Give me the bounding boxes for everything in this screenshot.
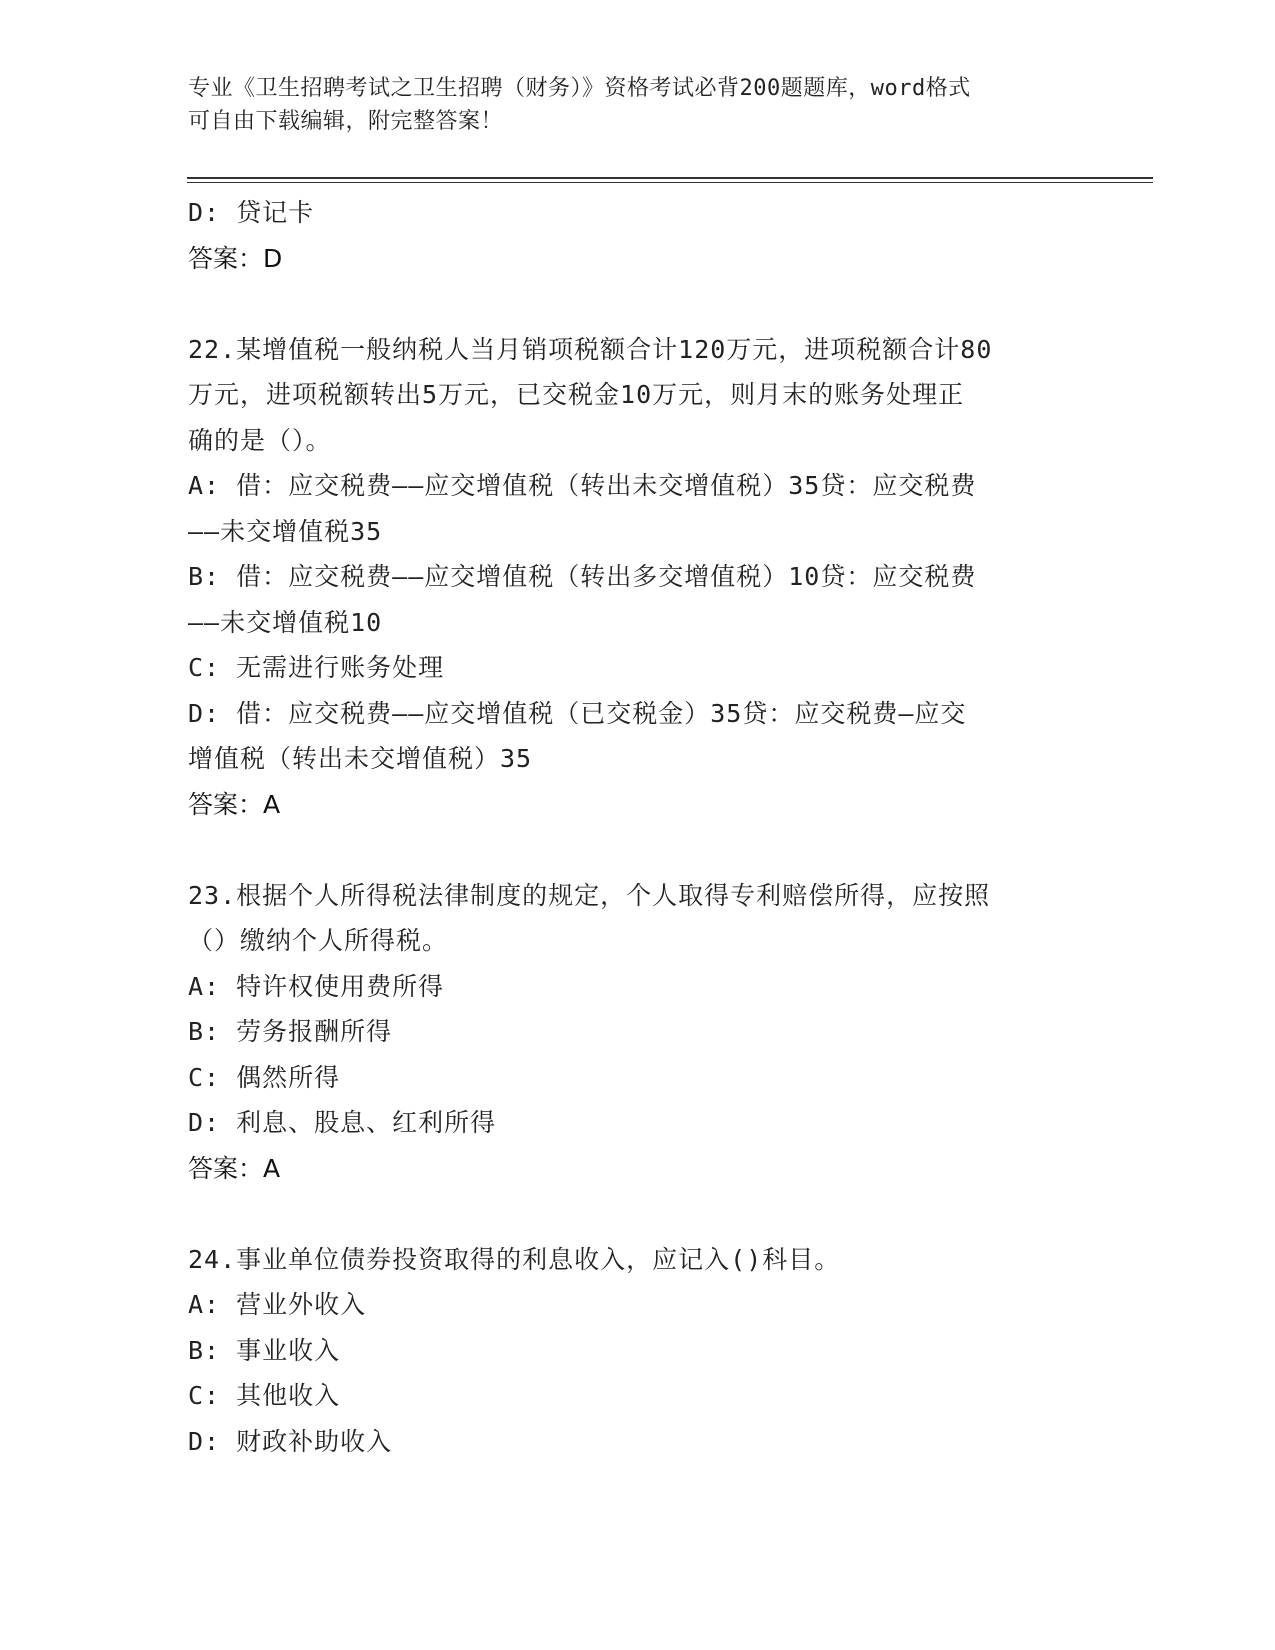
question-text-line: D: 利息、股息、红利所得: [188, 1108, 497, 1137]
question-text-line: B: 借：应交税费——应交增值税（转出多交增值税）10贷：应交税费: [188, 562, 977, 591]
header-divider-thick: [187, 177, 1153, 179]
header-title-line-1: 专业《卫生招聘考试之卫生招聘（财务）》资格考试必背200题题库，word格式: [188, 76, 971, 101]
header-title-line-2: 可自由下载编辑，附完整答案！: [188, 109, 504, 134]
question-text-line: B: 事业收入: [188, 1335, 341, 1365]
question-text-line: A: 借：应交税费——应交增值税（转出未交增值税）35贷：应交税费: [188, 471, 977, 500]
answer-line: 答案：A: [188, 789, 281, 819]
block-spacer: [188, 827, 1088, 873]
question-text-line: 确的是（）。: [188, 425, 332, 455]
question-list: [188, 190, 1088, 1464]
answer-line: 答案：D: [188, 243, 283, 273]
question-text-line: 万元，进项税额转出5万元，已交税金10万元，则月末的账务处理正: [188, 380, 965, 409]
question-text-line: C: 偶然所得: [188, 1062, 341, 1092]
document-header: [188, 72, 1068, 138]
question-text-line: C: 其他收入: [188, 1381, 341, 1410]
question-text-line: 22.某增值税一般纳税人当月销项税额合计120万元，进项税额合计80: [188, 334, 993, 364]
question-text-line: 增值税（转出未交增值税）35: [188, 744, 533, 773]
question-text-line: C: 无需进行账务处理: [188, 653, 445, 682]
header-divider-thin: [187, 182, 1153, 183]
question-block: [188, 873, 1088, 1192]
block-spacer: [188, 281, 1088, 327]
answer-line: 答案：A: [188, 1153, 281, 1183]
question-text-line: D: 贷记卡: [188, 198, 315, 227]
question-block: [188, 1237, 1088, 1465]
question-text-line: D: 借：应交税费——应交增值税（已交税金）35贷：应交税费—应交: [188, 698, 967, 728]
question-text-line: A: 特许权使用费所得: [188, 971, 445, 1001]
question-block: [188, 327, 1088, 828]
question-text-line: ——未交增值税10: [188, 607, 383, 637]
question-text-line: B: 劳务报酬所得: [188, 1017, 393, 1046]
question-text-line: ——未交增值税35: [188, 516, 383, 546]
question-text-line: （）缴纳个人所得税。: [188, 926, 449, 955]
block-spacer: [188, 1191, 1088, 1237]
question-text-line: A: 营业外收入: [188, 1290, 367, 1319]
question-text-line: 24.事业单位债券投资取得的利息收入，应记入()科目。: [188, 1244, 841, 1274]
question-text-line: 23.根据个人所得税法律制度的规定，个人取得专利赔偿所得，应按照: [188, 880, 991, 910]
question-text-line: D: 财政补助收入: [188, 1426, 393, 1456]
previous-question-tail: [188, 190, 1088, 281]
